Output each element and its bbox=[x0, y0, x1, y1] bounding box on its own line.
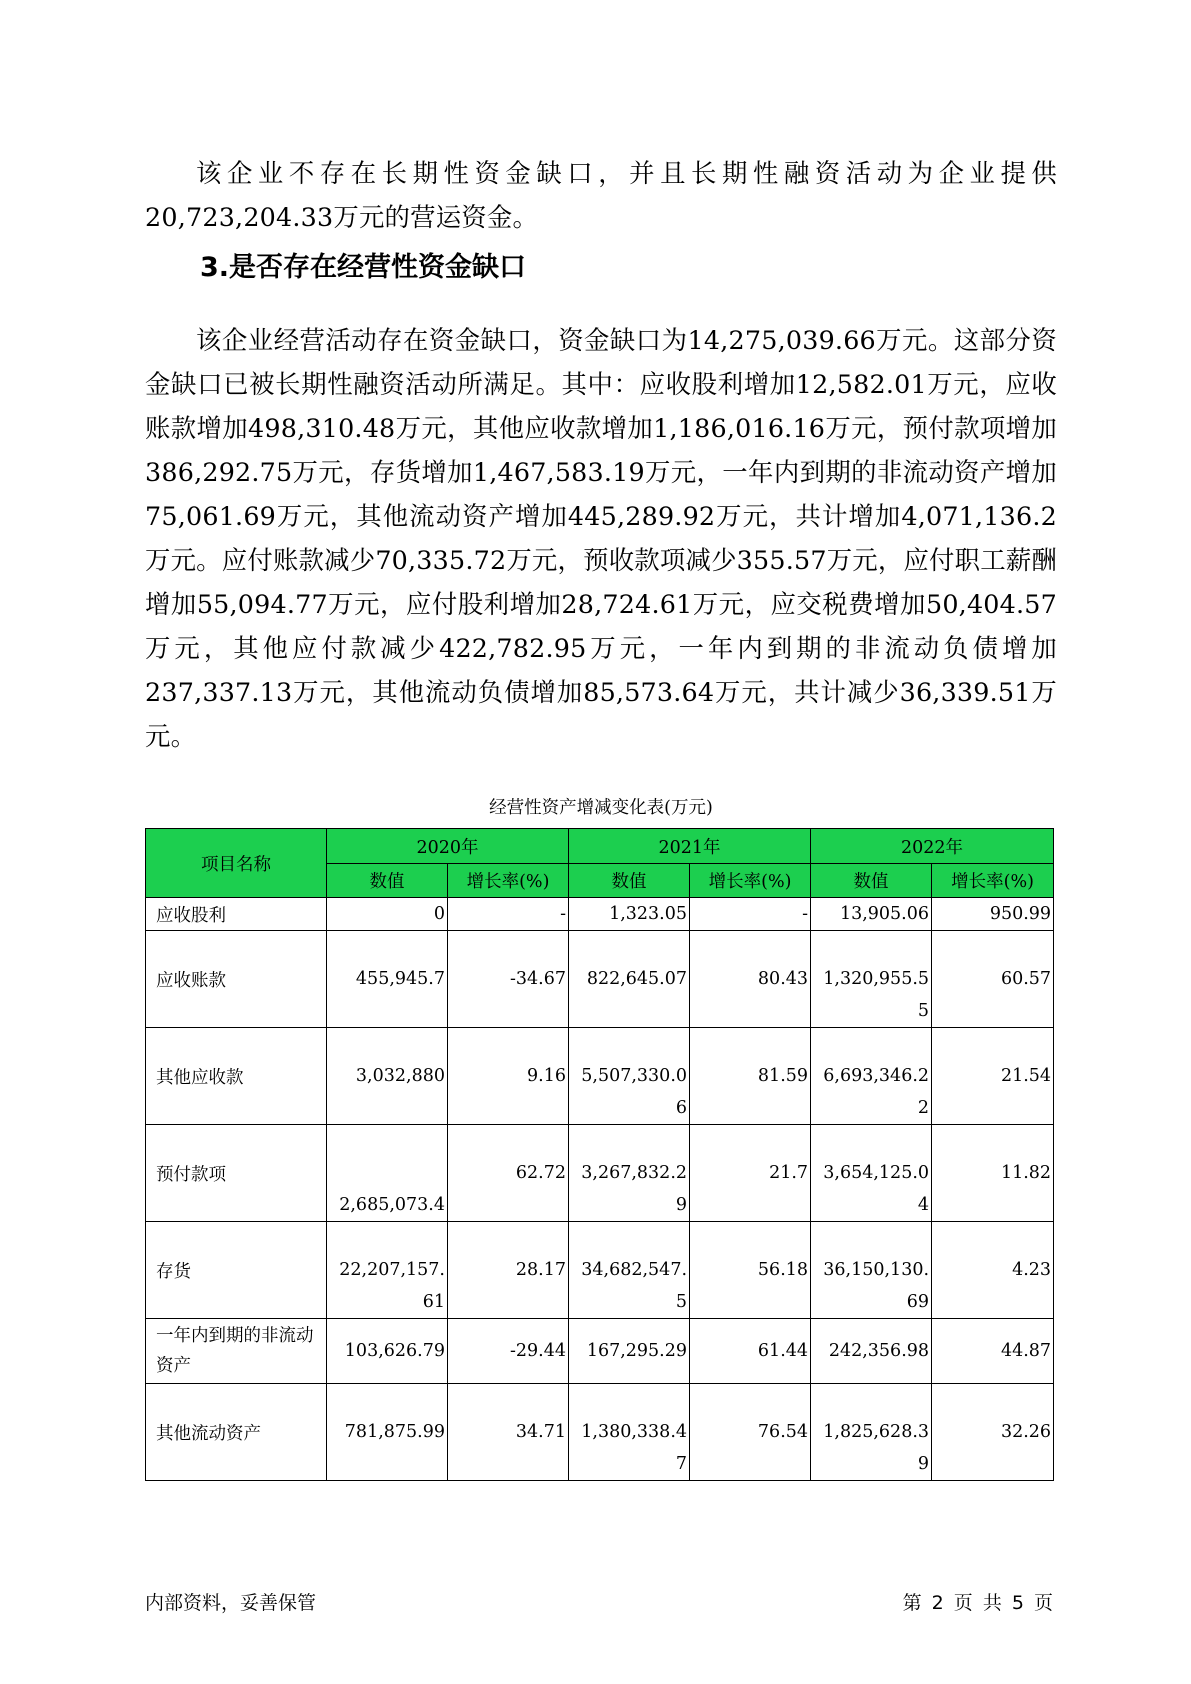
cell-rate-2020: 34.71 bbox=[448, 1384, 569, 1481]
row-name: 其他应收款 bbox=[146, 1028, 327, 1125]
paragraph-operating-gap: 该企业经营活动存在资金缺口，资金缺口为14,275,039.66万元。这部分资金缺口已被长期性融资活动所满足。其中：应收股利增加12,582.01万元，应收账款增加498,310.48万元，其他应收款增加1,186,016.16万元，预付款项增加386,292.75万元，存货增加1,467,583.19万元，一年内到期的非流动资产增加75,061.69万元，其他流动资产增加445,289.92万元，共计增加4,071,136.2万元。应付账款减少70,335.72万元，预收款项减少355.57万元，应付职工薪酬增加55,094.77万元，应付股利增加28,724.61万元，应交税费增加50,404.57万元，其他应付款减少422,782.95万元，一年内到期的非流动负债增加237,337.13万元，其他流动负债增加85,573.64万元，共计减少36,339.51万元。 bbox=[145, 325, 1058, 751]
cell-rate-2022: 950.99 bbox=[932, 898, 1054, 931]
row-name: 预付款项 bbox=[146, 1125, 327, 1222]
footer-page-number: 第 2 页 共 5 页 bbox=[902, 1592, 1053, 1614]
cell-value-2022: 3,654,125.04 bbox=[811, 1125, 932, 1222]
header-year-2020: 2020年 bbox=[327, 829, 569, 864]
cell-value-2021: 1,380,338.47 bbox=[569, 1384, 690, 1481]
header-value-2022: 数值 bbox=[811, 864, 932, 898]
cell-rate-2021: - bbox=[690, 898, 811, 931]
cell-rate-2021: 21.7 bbox=[690, 1125, 811, 1222]
cell-value-2020: 0 bbox=[327, 898, 448, 931]
cell-value-2022: 1,825,628.39 bbox=[811, 1384, 932, 1481]
cell-value-2020: 3,032,880 bbox=[327, 1028, 448, 1125]
cell-value-2021: 1,323.05 bbox=[569, 898, 690, 931]
cell-rate-2021: 61.44 bbox=[690, 1319, 811, 1384]
table-row bbox=[146, 1125, 1054, 1222]
header-item-name: 项目名称 bbox=[146, 829, 327, 898]
table-caption: 经营性资产增减变化表(万元) bbox=[489, 798, 713, 818]
header-year-2021: 2021年 bbox=[569, 829, 811, 864]
table-row bbox=[146, 898, 1054, 931]
section-heading: 3.是否存在经营性资金缺口 bbox=[200, 252, 527, 283]
cell-value-2021: 167,295.29 bbox=[569, 1319, 690, 1384]
cell-rate-2021: 81.59 bbox=[690, 1028, 811, 1125]
cell-rate-2020: -29.44 bbox=[448, 1319, 569, 1384]
row-name: 其他流动资产 bbox=[146, 1384, 327, 1481]
cell-rate-2021: 76.54 bbox=[690, 1384, 811, 1481]
cell-value-2022: 242,356.98 bbox=[811, 1319, 932, 1384]
cell-value-2020: 22,207,157.61 bbox=[327, 1222, 448, 1319]
row-name: 应收股利 bbox=[146, 898, 327, 931]
cell-value-2021: 34,682,547.5 bbox=[569, 1222, 690, 1319]
cell-value-2020: 103,626.79 bbox=[327, 1319, 448, 1384]
cell-rate-2022: 60.57 bbox=[932, 931, 1054, 1028]
header-value-2020: 数值 bbox=[327, 864, 448, 898]
table-row bbox=[146, 1319, 1054, 1384]
table-row bbox=[146, 931, 1054, 1028]
cell-rate-2020: -34.67 bbox=[448, 931, 569, 1028]
cell-value-2021: 3,267,832.29 bbox=[569, 1125, 690, 1222]
table-row bbox=[146, 1384, 1054, 1481]
cell-rate-2022: 4.23 bbox=[932, 1222, 1054, 1319]
table-row bbox=[146, 1222, 1054, 1319]
header-rate-2021: 增长率(%) bbox=[690, 864, 811, 898]
cell-rate-2020: 28.17 bbox=[448, 1222, 569, 1319]
cell-rate-2020: - bbox=[448, 898, 569, 931]
cell-rate-2021: 56.18 bbox=[690, 1222, 811, 1319]
header-year-2022: 2022年 bbox=[811, 829, 1054, 864]
cell-rate-2022: 44.87 bbox=[932, 1319, 1054, 1384]
header-rate-2020: 增长率(%) bbox=[448, 864, 569, 898]
cell-rate-2022: 32.26 bbox=[932, 1384, 1054, 1481]
cell-rate-2020: 62.72 bbox=[448, 1125, 569, 1222]
row-name: 应收账款 bbox=[146, 931, 327, 1028]
cell-value-2022: 6,693,346.22 bbox=[811, 1028, 932, 1125]
cell-rate-2020: 9.16 bbox=[448, 1028, 569, 1125]
cell-value-2022: 13,905.06 bbox=[811, 898, 932, 931]
cell-value-2020: 455,945.7 bbox=[327, 931, 448, 1028]
row-name: 存货 bbox=[146, 1222, 327, 1319]
cell-value-2021: 822,645.07 bbox=[569, 931, 690, 1028]
cell-rate-2022: 21.54 bbox=[932, 1028, 1054, 1125]
cell-value-2020: 2,685,073.4 bbox=[327, 1125, 448, 1222]
operating-assets-table bbox=[145, 828, 1054, 1481]
table-row bbox=[146, 1028, 1054, 1125]
paragraph-long-term-gap: 该企业不存在长期性资金缺口，并且长期性融资活动为企业提供20,723,204.33万元的营运资金。 bbox=[145, 158, 1057, 232]
header-rate-2022: 增长率(%) bbox=[932, 864, 1054, 898]
cell-value-2022: 36,150,130.69 bbox=[811, 1222, 932, 1319]
cell-value-2022: 1,320,955.55 bbox=[811, 931, 932, 1028]
footer-confidential-note: 内部资料，妥善保管 bbox=[145, 1592, 317, 1614]
row-name: 一年内到期的非流动资产 bbox=[146, 1319, 327, 1384]
cell-value-2020: 781,875.99 bbox=[327, 1384, 448, 1481]
header-value-2021: 数值 bbox=[569, 864, 690, 898]
cell-rate-2022: 11.82 bbox=[932, 1125, 1054, 1222]
cell-rate-2021: 80.43 bbox=[690, 931, 811, 1028]
cell-value-2021: 5,507,330.06 bbox=[569, 1028, 690, 1125]
